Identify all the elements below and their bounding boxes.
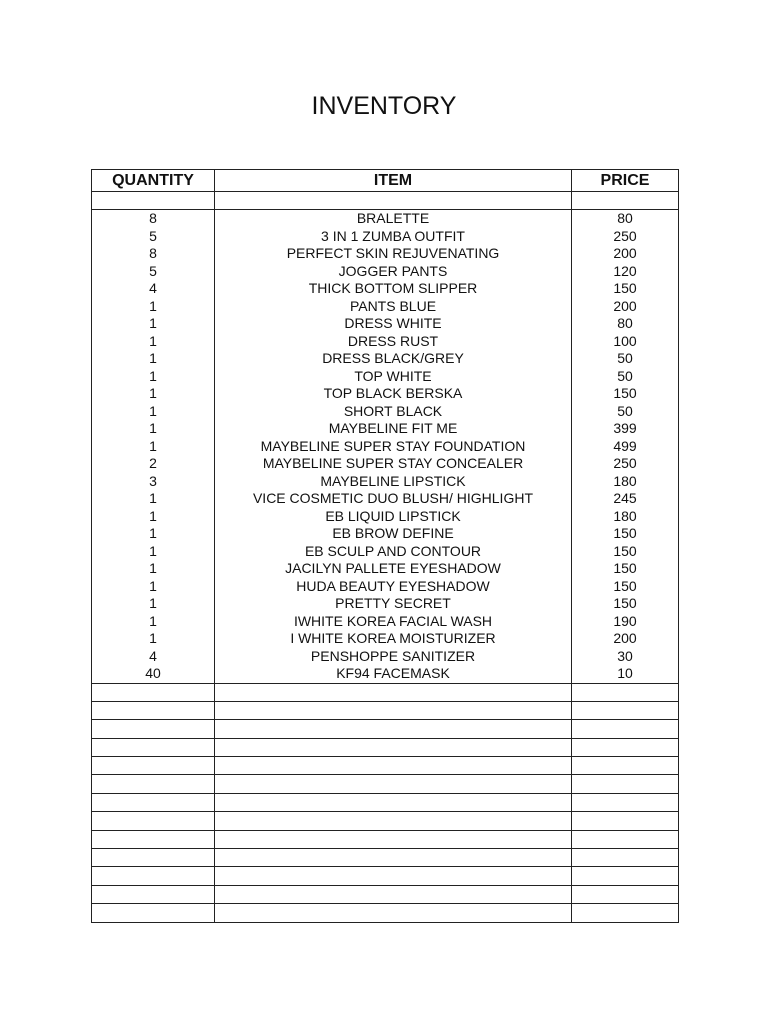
table-row bbox=[92, 333, 679, 351]
cell-price: 200 bbox=[572, 298, 679, 316]
cell-item: PERFECT SKIN REJUVENATING bbox=[215, 245, 572, 263]
table-row bbox=[92, 490, 679, 508]
table-cell bbox=[215, 757, 572, 775]
cell-item: MAYBELINE FIT ME bbox=[215, 420, 572, 438]
table-row bbox=[92, 525, 679, 543]
table-row bbox=[92, 420, 679, 438]
cell-item: EB LIQUID LIPSTICK bbox=[215, 508, 572, 526]
table-cell bbox=[572, 720, 679, 738]
table-row bbox=[92, 298, 679, 316]
table-cell bbox=[215, 192, 572, 210]
table-row bbox=[92, 595, 679, 613]
empty-row bbox=[92, 720, 679, 738]
cell-price: 180 bbox=[572, 473, 679, 491]
table-cell bbox=[92, 738, 215, 756]
table-cell bbox=[215, 849, 572, 867]
cell-quantity: 1 bbox=[92, 525, 215, 543]
cell-price: 200 bbox=[572, 245, 679, 263]
table-cell bbox=[215, 793, 572, 811]
cell-price: 150 bbox=[572, 560, 679, 578]
table-cell bbox=[92, 775, 215, 793]
table-row bbox=[92, 315, 679, 333]
column-header-quantity: QUANTITY bbox=[92, 170, 215, 192]
table-cell bbox=[572, 849, 679, 867]
table-row bbox=[92, 630, 679, 648]
table-cell bbox=[572, 192, 679, 210]
table-row bbox=[92, 560, 679, 578]
table-cell bbox=[215, 775, 572, 793]
empty-row bbox=[92, 683, 679, 701]
empty-row bbox=[92, 738, 679, 756]
table-cell bbox=[572, 701, 679, 719]
cell-price: 250 bbox=[572, 455, 679, 473]
cell-quantity: 4 bbox=[92, 648, 215, 666]
cell-quantity: 1 bbox=[92, 403, 215, 421]
table-cell bbox=[92, 867, 215, 885]
table-row bbox=[92, 350, 679, 368]
empty-row bbox=[92, 867, 679, 885]
table-row bbox=[92, 245, 679, 263]
cell-price: 80 bbox=[572, 315, 679, 333]
table-cell bbox=[572, 793, 679, 811]
cell-quantity: 1 bbox=[92, 315, 215, 333]
cell-quantity: 1 bbox=[92, 420, 215, 438]
table-row bbox=[92, 228, 679, 246]
cell-price: 150 bbox=[572, 280, 679, 298]
cell-price: 120 bbox=[572, 263, 679, 281]
cell-price: 150 bbox=[572, 578, 679, 596]
table-cell bbox=[215, 904, 572, 922]
table-row bbox=[92, 578, 679, 596]
cell-price: 80 bbox=[572, 210, 679, 228]
cell-item: SHORT BLACK bbox=[215, 403, 572, 421]
table-cell bbox=[215, 683, 572, 701]
table-row bbox=[92, 508, 679, 526]
cell-item: PRETTY SECRET bbox=[215, 595, 572, 613]
cell-price: 399 bbox=[572, 420, 679, 438]
table-row bbox=[92, 665, 679, 683]
cell-item: THICK BOTTOM SLIPPER bbox=[215, 280, 572, 298]
cell-price: 100 bbox=[572, 333, 679, 351]
table-cell bbox=[572, 757, 679, 775]
table-cell bbox=[215, 701, 572, 719]
cell-price: 150 bbox=[572, 595, 679, 613]
table-cell bbox=[572, 867, 679, 885]
cell-quantity: 1 bbox=[92, 333, 215, 351]
cell-quantity: 5 bbox=[92, 263, 215, 281]
cell-item: HUDA BEAUTY EYESHADOW bbox=[215, 578, 572, 596]
table-row bbox=[92, 543, 679, 561]
table-cell bbox=[215, 738, 572, 756]
cell-quantity: 1 bbox=[92, 508, 215, 526]
cell-quantity: 40 bbox=[92, 665, 215, 683]
cell-item: MAYBELINE LIPSTICK bbox=[215, 473, 572, 491]
table-row bbox=[92, 368, 679, 386]
empty-row bbox=[92, 757, 679, 775]
table-row bbox=[92, 385, 679, 403]
cell-item: JACILYN PALLETE EYESHADOW bbox=[215, 560, 572, 578]
table-cell bbox=[92, 812, 215, 830]
cell-item: JOGGER PANTS bbox=[215, 263, 572, 281]
cell-quantity: 2 bbox=[92, 455, 215, 473]
cell-price: 150 bbox=[572, 385, 679, 403]
cell-quantity: 1 bbox=[92, 368, 215, 386]
page-title: INVENTORY bbox=[311, 92, 457, 120]
cell-item: PANTS BLUE bbox=[215, 298, 572, 316]
table-cell bbox=[572, 812, 679, 830]
cell-item: KF94 FACEMASK bbox=[215, 665, 572, 683]
cell-price: 190 bbox=[572, 613, 679, 631]
cell-item: 3 IN 1 ZUMBA OUTFIT bbox=[215, 228, 572, 246]
cell-item: I WHITE KOREA MOISTURIZER bbox=[215, 630, 572, 648]
table-cell bbox=[572, 904, 679, 922]
cell-quantity: 8 bbox=[92, 210, 215, 228]
table-cell bbox=[572, 738, 679, 756]
table-cell bbox=[92, 192, 215, 210]
table-row bbox=[92, 613, 679, 631]
cell-item: PENSHOPPE SANITIZER bbox=[215, 648, 572, 666]
cell-price: 10 bbox=[572, 665, 679, 683]
cell-quantity: 1 bbox=[92, 613, 215, 631]
cell-price: 180 bbox=[572, 508, 679, 526]
cell-item: IWHITE KOREA FACIAL WASH bbox=[215, 613, 572, 631]
cell-price: 30 bbox=[572, 648, 679, 666]
column-header-item: ITEM bbox=[215, 170, 572, 192]
cell-item: DRESS BLACK/GREY bbox=[215, 350, 572, 368]
cell-quantity: 1 bbox=[92, 438, 215, 456]
table-cell bbox=[572, 885, 679, 903]
empty-row bbox=[92, 701, 679, 719]
table-cell bbox=[572, 830, 679, 848]
table-cell bbox=[92, 701, 215, 719]
inventory-table bbox=[91, 169, 679, 923]
table-cell bbox=[572, 683, 679, 701]
empty-row bbox=[92, 849, 679, 867]
table-body bbox=[92, 192, 679, 923]
table-cell bbox=[92, 720, 215, 738]
table-cell bbox=[92, 830, 215, 848]
cell-item: TOP WHITE bbox=[215, 368, 572, 386]
cell-item: EB BROW DEFINE bbox=[215, 525, 572, 543]
table-row bbox=[92, 403, 679, 421]
cell-price: 245 bbox=[572, 490, 679, 508]
table-cell bbox=[215, 885, 572, 903]
table-cell bbox=[215, 867, 572, 885]
cell-price: 150 bbox=[572, 543, 679, 561]
table-row bbox=[92, 210, 679, 228]
table-cell bbox=[572, 775, 679, 793]
empty-row bbox=[92, 775, 679, 793]
table-header-row bbox=[92, 170, 679, 192]
cell-quantity: 1 bbox=[92, 595, 215, 613]
table-row bbox=[92, 263, 679, 281]
cell-item: EB SCULP AND CONTOUR bbox=[215, 543, 572, 561]
table-cell bbox=[215, 812, 572, 830]
table-cell bbox=[92, 683, 215, 701]
table-cell bbox=[215, 720, 572, 738]
cell-price: 50 bbox=[572, 403, 679, 421]
cell-item: BRALETTE bbox=[215, 210, 572, 228]
cell-item: VICE COSMETIC DUO BLUSH/ HIGHLIGHT bbox=[215, 490, 572, 508]
table-row bbox=[92, 648, 679, 666]
cell-quantity: 8 bbox=[92, 245, 215, 263]
cell-item: MAYBELINE SUPER STAY FOUNDATION bbox=[215, 438, 572, 456]
table-cell bbox=[92, 885, 215, 903]
cell-item: TOP BLACK BERSKA bbox=[215, 385, 572, 403]
spacer-row bbox=[92, 192, 679, 210]
cell-price: 50 bbox=[572, 368, 679, 386]
cell-item: DRESS WHITE bbox=[215, 315, 572, 333]
table-cell bbox=[92, 793, 215, 811]
cell-item: MAYBELINE SUPER STAY CONCEALER bbox=[215, 455, 572, 473]
cell-quantity: 1 bbox=[92, 543, 215, 561]
cell-quantity: 1 bbox=[92, 350, 215, 368]
empty-row bbox=[92, 904, 679, 922]
cell-item: DRESS RUST bbox=[215, 333, 572, 351]
cell-price: 200 bbox=[572, 630, 679, 648]
cell-price: 50 bbox=[572, 350, 679, 368]
cell-quantity: 1 bbox=[92, 490, 215, 508]
cell-price: 150 bbox=[572, 525, 679, 543]
table-cell bbox=[92, 757, 215, 775]
cell-price: 250 bbox=[572, 228, 679, 246]
cell-quantity: 4 bbox=[92, 280, 215, 298]
table-row bbox=[92, 280, 679, 298]
table-cell bbox=[92, 849, 215, 867]
cell-quantity: 1 bbox=[92, 560, 215, 578]
empty-row bbox=[92, 812, 679, 830]
cell-quantity: 3 bbox=[92, 473, 215, 491]
table-row bbox=[92, 473, 679, 491]
table-cell bbox=[92, 904, 215, 922]
cell-quantity: 1 bbox=[92, 630, 215, 648]
table-row bbox=[92, 438, 679, 456]
cell-quantity: 1 bbox=[92, 298, 215, 316]
cell-quantity: 5 bbox=[92, 228, 215, 246]
empty-row bbox=[92, 885, 679, 903]
column-header-price: PRICE bbox=[572, 170, 679, 192]
empty-row bbox=[92, 793, 679, 811]
table-cell bbox=[215, 830, 572, 848]
cell-quantity: 1 bbox=[92, 578, 215, 596]
cell-price: 499 bbox=[572, 438, 679, 456]
table-row bbox=[92, 455, 679, 473]
empty-row bbox=[92, 830, 679, 848]
cell-quantity: 1 bbox=[92, 385, 215, 403]
